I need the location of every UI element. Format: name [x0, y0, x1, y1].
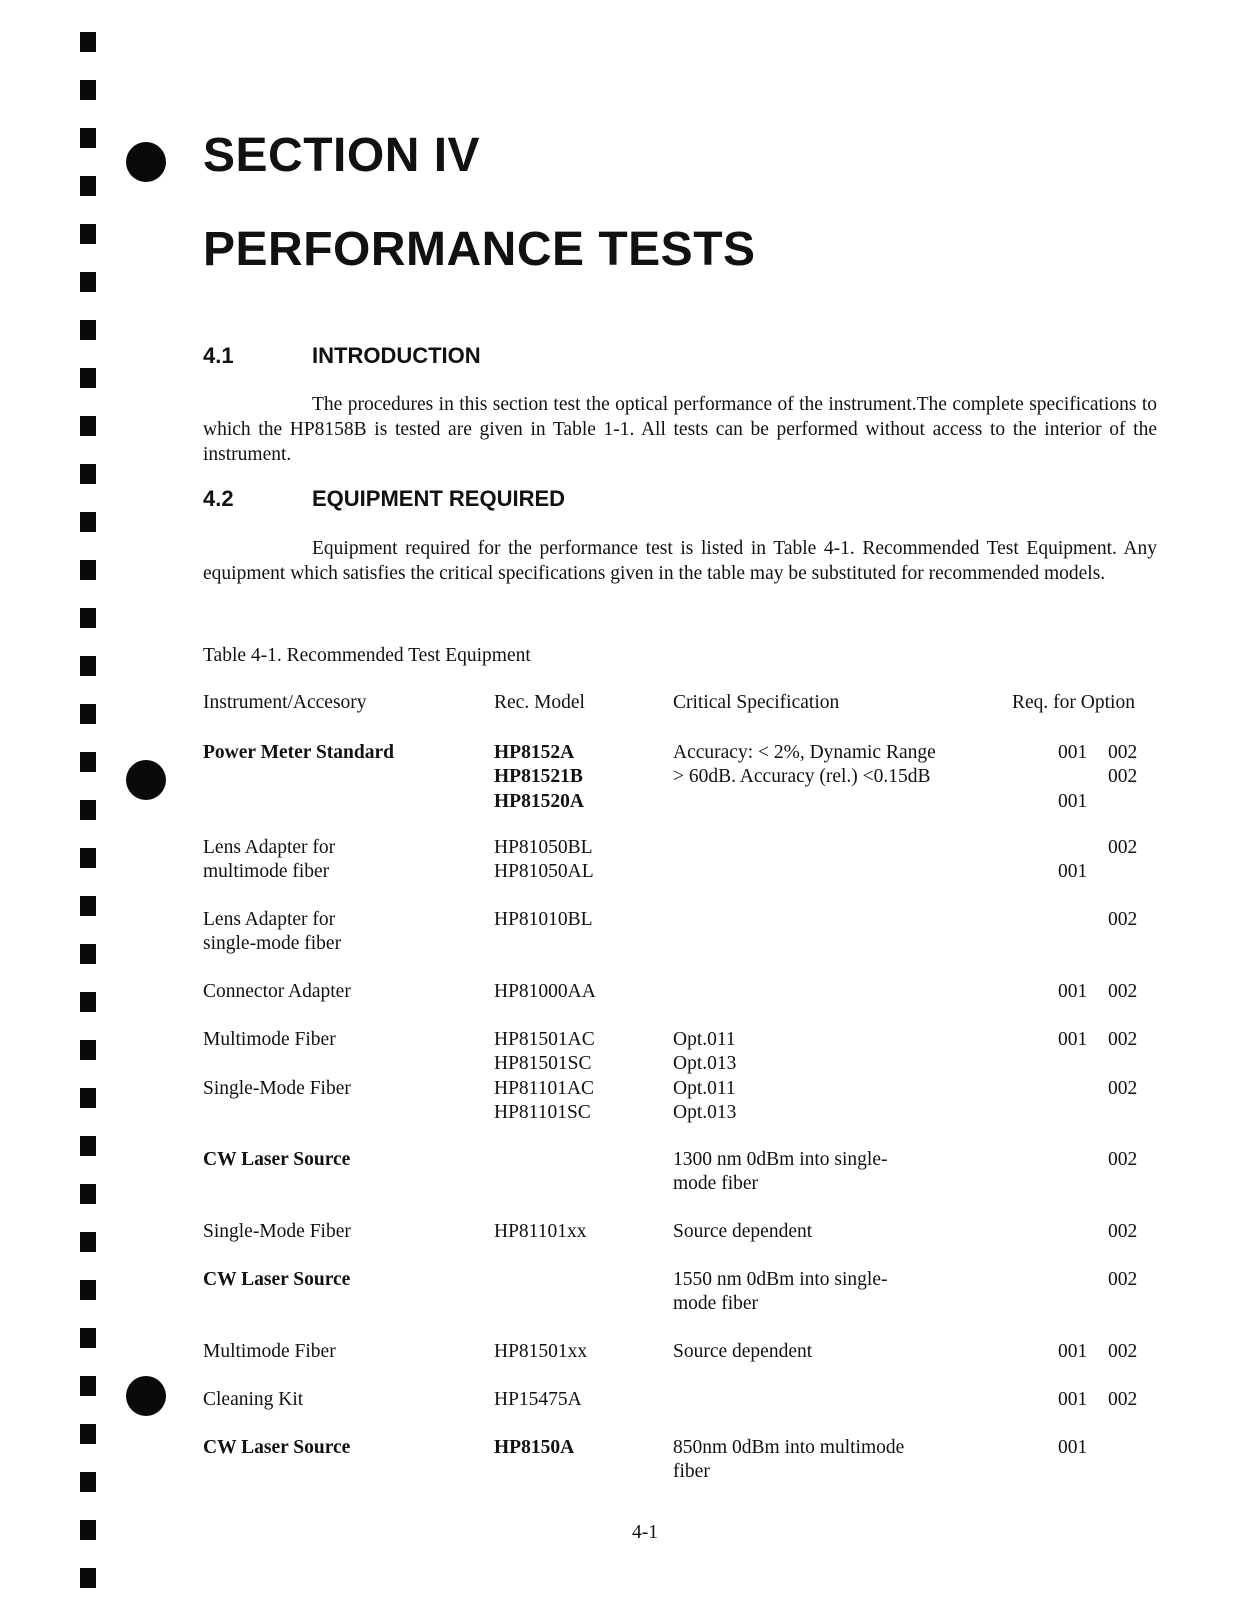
punch-hole [126, 760, 166, 800]
binder-square [80, 1520, 96, 1540]
option-001: 001 [1058, 1389, 1088, 1410]
model-cell: HP81101AC [494, 1078, 595, 1099]
spec-cell: Opt.011 [673, 1029, 736, 1050]
binder-square [80, 1328, 96, 1348]
option-001: 001 [1058, 791, 1088, 812]
binder-square [80, 752, 96, 772]
binder-square [80, 608, 96, 628]
binder-square [80, 1136, 96, 1156]
punch-hole [126, 1376, 166, 1416]
spec-cell: Opt.011 [673, 1078, 736, 1099]
binder-square [80, 1040, 96, 1060]
binder-square [80, 992, 96, 1012]
spec-cell: > 60dB. Accuracy (rel.) <0.15dB [673, 766, 931, 787]
option-002: 002 [1108, 1149, 1138, 1170]
model-cell: HP81000AA [494, 981, 596, 1002]
instrument-cell: Multimode Fiber [203, 1029, 336, 1050]
option-002: 002 [1108, 742, 1138, 763]
binder-square [80, 704, 96, 724]
option-002: 002 [1108, 1389, 1138, 1410]
binder-square [80, 1232, 96, 1252]
binder-square [80, 560, 96, 580]
binder-square [80, 1424, 96, 1444]
instrument-cell: Connector Adapter [203, 981, 351, 1002]
spec-cell: 850nm 0dBm into multimode [673, 1437, 905, 1458]
option-002: 002 [1108, 1341, 1138, 1362]
option-001: 001 [1058, 1437, 1088, 1458]
header-spec: Critical Specification [673, 692, 840, 713]
model-cell: HP81050AL [494, 861, 594, 882]
punch-hole [126, 142, 166, 182]
spec-cell: Accuracy: < 2%, Dynamic Range [673, 742, 936, 763]
intro-text: The procedures in this section test the optical performance of the instrument.The complete specifications to which the HP8158B is tested are given in Table 1-1. All tests can be performed without access to the interior of the instrument. [203, 394, 1157, 465]
binder-square [80, 464, 96, 484]
equipment-paragraph [203, 536, 1157, 586]
binder-square [80, 272, 96, 292]
model-cell: HP8150A [494, 1437, 575, 1458]
binder-square [80, 1568, 96, 1588]
header-instrument: Instrument/Accesory [203, 692, 367, 713]
option-002: 002 [1108, 909, 1138, 930]
spec-cell: Opt.013 [673, 1102, 737, 1123]
header-model: Rec. Model [494, 692, 585, 713]
binder-square [80, 368, 96, 388]
option-001: 001 [1058, 861, 1088, 882]
spec-cell: 1300 nm 0dBm into single- [673, 1149, 888, 1170]
section-title: PERFORMANCE TESTS [203, 223, 756, 276]
binder-square [80, 80, 96, 100]
model-cell: HP81010BL [494, 909, 593, 930]
instrument-cell: Single-Mode Fiber [203, 1078, 351, 1099]
option-002: 002 [1108, 1078, 1138, 1099]
model-cell: HP81520A [494, 791, 584, 812]
binder-square [80, 1280, 96, 1300]
instrument-cell: CW Laser Source [203, 1149, 351, 1170]
spec-cell: Source dependent [673, 1341, 813, 1362]
intro-paragraph [203, 392, 1157, 467]
option-001: 001 [1058, 981, 1088, 1002]
binder-square [80, 176, 96, 196]
model-cell: HP81501SC [494, 1053, 592, 1074]
spec-cell: Source dependent [673, 1221, 813, 1242]
option-001: 001 [1058, 742, 1088, 763]
section-label: SECTION IV [203, 129, 481, 182]
model-cell: HP15475A [494, 1389, 582, 1410]
option-002: 002 [1108, 837, 1138, 858]
model-cell: HP81101xx [494, 1221, 587, 1242]
option-002: 002 [1108, 766, 1138, 787]
intro-number: 4.1 [203, 343, 234, 368]
spec-cell: mode fiber [673, 1293, 759, 1314]
model-cell: HP81501xx [494, 1341, 588, 1362]
header-option: Req. for Option [1012, 692, 1135, 713]
spec-cell: mode fiber [673, 1173, 759, 1194]
binder-square [80, 416, 96, 436]
instrument-cell: multimode fiber [203, 861, 330, 882]
page-number: 4-1 [632, 1522, 658, 1543]
binder-square [80, 32, 96, 52]
option-002: 002 [1108, 1269, 1138, 1290]
model-cell: HP81101SC [494, 1102, 591, 1123]
model-cell: HP8152A [494, 742, 575, 763]
intro-heading: INTRODUCTION [312, 343, 481, 368]
binder-square [80, 1088, 96, 1108]
option-001: 001 [1058, 1029, 1088, 1050]
equipment-number: 4.2 [203, 486, 234, 511]
binder-square [80, 656, 96, 676]
binder-square [80, 1376, 96, 1396]
binder-square [80, 800, 96, 820]
binder-square [80, 1184, 96, 1204]
binder-square [80, 224, 96, 244]
instrument-cell: Cleaning Kit [203, 1389, 304, 1410]
table-caption: Table 4-1. Recommended Test Equipment [203, 645, 531, 666]
instrument-cell: Lens Adapter for [203, 909, 336, 930]
spec-cell: Opt.013 [673, 1053, 737, 1074]
binder-square [80, 512, 96, 532]
binder-square [80, 128, 96, 148]
equipment-heading: EQUIPMENT REQUIRED [312, 486, 566, 511]
instrument-cell: Power Meter Standard [203, 742, 394, 763]
binder-square [80, 848, 96, 868]
instrument-cell: Multimode Fiber [203, 1341, 336, 1362]
instrument-cell: single-mode fiber [203, 933, 342, 954]
spec-cell: fiber [673, 1461, 710, 1482]
binder-square [80, 320, 96, 340]
model-cell: HP81501AC [494, 1029, 595, 1050]
model-cell: HP81050BL [494, 837, 593, 858]
binder-square [80, 896, 96, 916]
option-002: 002 [1108, 1029, 1138, 1050]
instrument-cell: Single-Mode Fiber [203, 1221, 351, 1242]
option-002: 002 [1108, 981, 1138, 1002]
instrument-cell: CW Laser Source [203, 1437, 351, 1458]
instrument-cell: Lens Adapter for [203, 837, 336, 858]
spec-cell: 1550 nm 0dBm into single- [673, 1269, 888, 1290]
model-cell: HP81521B [494, 766, 583, 787]
option-001: 001 [1058, 1341, 1088, 1362]
binder-square [80, 944, 96, 964]
equipment-text: Equipment required for the performance test is listed in Table 4-1. Recommended Test Equipment. Any equipment which satisfies the critical specifications given in the table may be substituted for recommended models. [203, 538, 1157, 584]
instrument-cell: CW Laser Source [203, 1269, 351, 1290]
binder-margin [80, 0, 100, 1600]
option-002: 002 [1108, 1221, 1138, 1242]
binder-square [80, 1472, 96, 1492]
